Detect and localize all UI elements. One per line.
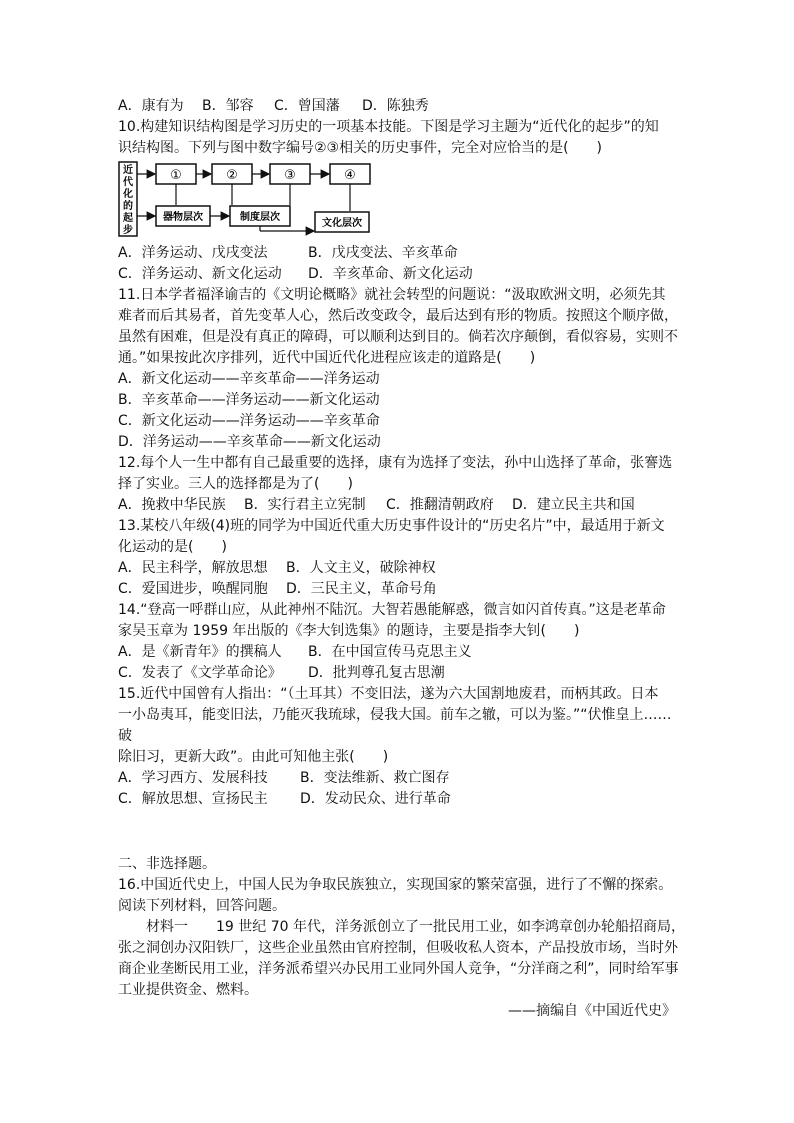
q10-option-c: C．洋务运动、新文化运动 (118, 266, 282, 282)
q11-option-d: D．洋务运动——辛亥革命——新文化运动 (118, 434, 381, 450)
material-1-line-3: 商企业垄断民用工业，洋务派希望兴办民用工业同外国人竞争，“分洋商之利”，同时给军事 (118, 961, 679, 977)
material-1-line-1: 材料一 19 世纪 70 年代，洋务派创立了一批民用工业，如李鸿章创办轮船招商局， (146, 919, 685, 935)
q13-option-a: A．民主科学，解放思想 (118, 560, 268, 576)
level-system-label: 制度层次 (240, 212, 280, 223)
q13-option-b: B．人文主义，破除神权 (286, 560, 436, 576)
q12-option-d: D．建立民主共和国 (512, 497, 635, 513)
q9-option-d: D．陈独秀 (362, 98, 429, 114)
q15-stem-line-4: 除旧习，更新大政”。由此可知他主张( ) (118, 749, 389, 765)
q10-stem-line-1: 10.构建知识结构图是学习历史的一项基本技能。下图是学习主题为“近代化的起步”的知 (118, 119, 659, 135)
q13-options-row-2 (118, 579, 678, 600)
q9-option-a: A．康有为 (118, 98, 184, 114)
q10-option-d: D．辛亥革命、新文化运动 (308, 266, 473, 282)
q10-stem-line-2: 识结构图。下列与图中数字编号②③相关的历史事件，完全对应恰当的是( ) (118, 140, 603, 156)
q11-stem-line-2: 难者而后其易者，首先变革人心，然后改变政令，最后达到有形的物质。按照这个顺序做， (118, 308, 678, 324)
node-4-label: ④ (344, 168, 356, 183)
section-2-title: 二、非选择题。 (118, 856, 216, 872)
q14-option-d: D．批判尊孔复古思潮 (308, 665, 445, 681)
exam-page (118, 96, 685, 1022)
level-culture-label: 文化层次 (322, 218, 362, 229)
q15-option-c: C．解放思想、宣扬民主 (118, 791, 268, 807)
q11-option-c: C．新文化运动——洋务运动——辛亥革命 (118, 413, 380, 429)
q12-option-c: C．推翻清朝政府 (386, 497, 494, 513)
q14-option-b: B．在中国宣传马克思主义 (308, 644, 472, 660)
material-1-line-4: 工业提供资金、燃料。 (118, 982, 258, 998)
q15-option-b: B．变法维新、救亡图存 (300, 770, 450, 786)
q14-stem-line-1: 14.“登高一呼群山应，从此神州不陆沉。大智若愚能解惑，微言如闪首传真。”这是老革命 (118, 602, 666, 618)
node-2-label: ② (226, 168, 238, 183)
q15-options-row-2 (118, 789, 678, 810)
q13-option-d: D．三民主义，革命号角 (286, 581, 437, 597)
q12-stem-line-2: 择了实业。三人的选择都是为了( ) (118, 476, 353, 492)
q10-option-a: A．洋务运动、戊戌变法 (118, 245, 268, 261)
side-label-char: 化 (123, 189, 133, 200)
side-label-char: 步 (123, 225, 133, 236)
q14-option-c: C．发表了《文学革命论》 (118, 665, 282, 681)
side-label-char: 的 (123, 201, 133, 212)
q11-stem-line-3: 虽然有困难，但是没有真正的障碍，可以顺利达到目的。倘若次序颠倒，看似容易，实则不 (118, 329, 678, 345)
node-3-label: ③ (284, 168, 296, 183)
q10-option-b: B．戊戌变法、辛亥革命 (308, 245, 458, 261)
q15-option-d: D．发动民众、进行革命 (300, 791, 451, 807)
q13-stem-line-2: 化运动的是( ) (118, 539, 227, 555)
q12-stem-line-1: 12.每个人一生中都有自己最重要的选择，康有为选择了变法，孙中山选择了革命，张謇选 (118, 455, 673, 471)
q12-option-a: A．挽救中华民族 (118, 497, 226, 513)
side-label-char: 起 (123, 213, 133, 224)
q14-stem-line-2: 家吴玉章为 1959 年出版的《李大钊选集》的题诗，主要是指李大钊( ) (118, 623, 580, 639)
q15-stem-line-3: 破 (118, 728, 132, 744)
q15-options-row-1 (118, 768, 678, 789)
q14-options-row-2 (118, 663, 678, 684)
q12-option-b: B．实行君主立宪制 (244, 497, 366, 513)
node-1-label: ① (170, 168, 182, 183)
q13-options-row-1 (118, 558, 678, 579)
side-label-char: 代 (123, 177, 133, 188)
q10-options-row-1 (118, 243, 678, 264)
level-object-label: 器物层次 (163, 212, 203, 223)
q13-stem-line-1: 13.某校八年级(4)班的同学为中国近代重大历史事件设计的“历史名片”中，最适用于新文 (118, 518, 665, 534)
q9-option-b: B．邹容 (202, 98, 254, 114)
q15-option-a: A．学习西方、发展科技 (118, 770, 268, 786)
q15-stem-line-1: 15.近代中国曾有人指出：“（土耳其）不变旧法，遂为六大国割地废君，而柄其政。日本 (118, 686, 659, 702)
material-source: ——摘编自《中国近代史》 (508, 1003, 676, 1019)
q11-option-a: A．新文化运动——辛亥革命——洋务运动 (118, 371, 380, 387)
q14-options-row-1 (118, 642, 678, 663)
q14-option-a: A．是《新青年》的撰稿人 (118, 644, 282, 660)
q15-stem-line-2: 一小岛夷耳，能变旧法，乃能灭我琉球，侵我大国。前车之辙，可以为鉴。”“伏惟皇上…… (118, 707, 672, 723)
knowledge-structure-diagram (118, 161, 388, 239)
q16-stem-line-2: 阅读下列材料，回答问题。 (118, 898, 286, 914)
q9-options (118, 96, 678, 117)
side-label-char: 近 (123, 165, 133, 176)
material-1-line-2: 张之洞创办汉阳铁厂，这些企业虽然由官府控制，但吸收私人资本，产品投放市场，当时外 (118, 940, 678, 956)
q16-stem-line-1: 16.中国近代史上，中国人民为争取民族独立，实现国家的繁荣富强，进行了不懈的探索。 (118, 877, 673, 893)
q13-option-c: C．爱国进步，唤醒同胞 (118, 581, 268, 597)
q12-options (118, 495, 678, 516)
q11-stem-line-1: 11.日本学者福泽谕吉的《文明论概略》就社会转型的问题说：“汲取欧洲文明，必须先其 (118, 287, 666, 303)
q9-option-c: C．曾国藩 (274, 98, 340, 114)
q11-stem-line-4: 通。”如果按此次序排列，近代中国近代化进程应该走的道路是( ) (118, 350, 536, 366)
q10-options-row-2 (118, 264, 678, 285)
q11-option-b: B．辛亥革命——洋务运动——新文化运动 (118, 392, 380, 408)
diagram-svg (118, 161, 388, 239)
